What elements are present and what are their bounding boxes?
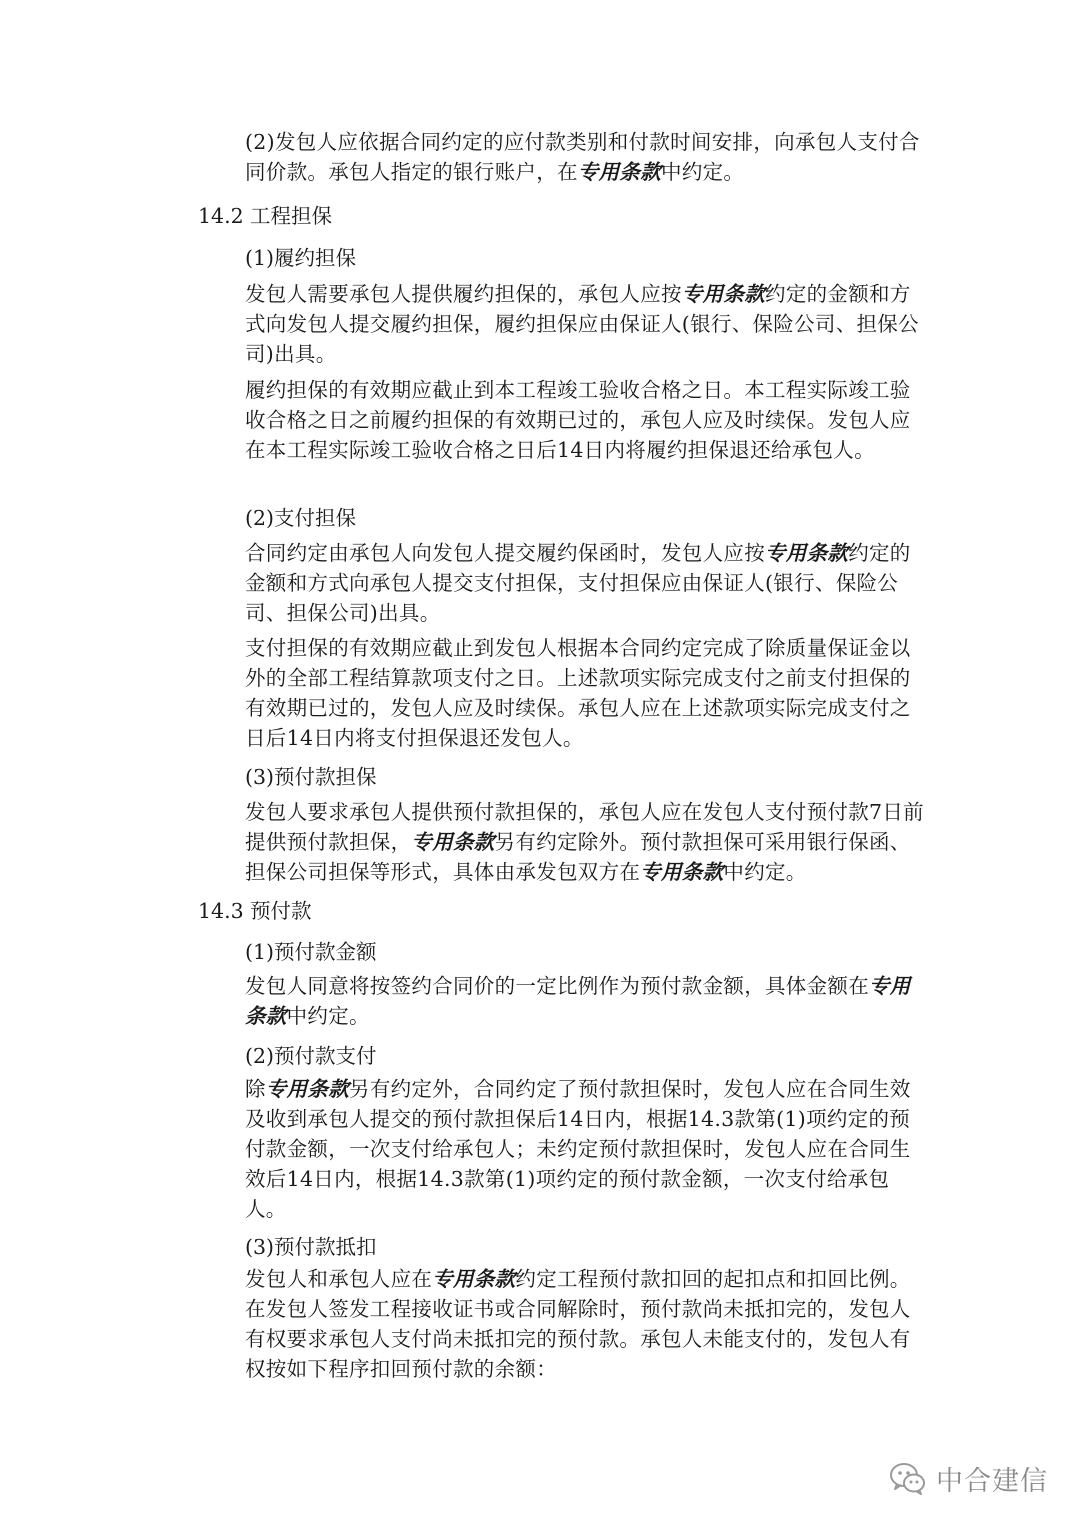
keyword-special-terms: 专用条款 xyxy=(640,860,724,884)
paragraph-14-1-2 xyxy=(245,127,925,187)
paragraph-advance-deduction xyxy=(245,1264,925,1384)
text: 中约定。 xyxy=(661,160,745,184)
paragraph-payment-guarantee-2: 支付担保的有效期应截止到发包人根据本合同约定完成了除质量保证金以外的全部工程结算款项支付之日。上述款项实际完成支付之前支付担保的有效期已过的，发包人应及时续保。承包人应在上述款项实际完成支付之日后14日内将支付担保退还发包人。 xyxy=(245,636,911,750)
paragraph-advance-payment xyxy=(245,1074,925,1224)
paragraph-payment-guarantee-1 xyxy=(245,538,925,628)
keyword-special-terms: 专用条款 xyxy=(265,1077,350,1101)
paragraph-advance-payment-guarantee xyxy=(245,797,925,887)
subheading-performance-guarantee: (1)履约担保 xyxy=(245,246,357,270)
section-heading-14-3 xyxy=(198,896,312,926)
paragraph-advance-amount xyxy=(245,971,925,1031)
keyword-special-terms: 专用条款 xyxy=(245,974,911,1028)
section-number: 14.3 xyxy=(198,899,244,923)
wechat-icon xyxy=(888,1458,928,1498)
keyword-special-terms: 专用条款 xyxy=(577,160,662,184)
keyword-special-terms: 专用条款 xyxy=(411,830,495,854)
keyword-special-terms: 专用条款 xyxy=(765,541,849,565)
section-heading-14-2 xyxy=(198,201,332,231)
text: 合同约定由承包人向发包人提交履约保函时，发包人应按 xyxy=(245,541,765,565)
watermark xyxy=(888,1456,1048,1500)
section-title: 工程担保 xyxy=(250,204,332,228)
text: 中约定。 xyxy=(723,860,807,884)
subheading-payment-guarantee: (2)支付担保 xyxy=(245,506,357,530)
text: 除 xyxy=(245,1077,266,1101)
section-title: 预付款 xyxy=(250,899,312,923)
section-number: 14.2 xyxy=(198,204,244,228)
text: 约定工程预付款扣回的起扣点和扣回比例。在发包人签发工程接收证书或合同解除时，预付款尚未抵扣完的，发包人有权要求承包人支付尚未抵扣完的预付款。承包人未能支付的，发包人有权按如下程序扣回预付款的余额： xyxy=(245,1267,911,1381)
text: 另有约定外，合同约定了预付款担保时，发包人应在合同生效及收到承包人提交的预付款担保后14日内，根据14.3款第(1)项约定的预付款金额，一次支付给承包人；未约定预付款担保时，发包人应在合同生效后14日内，根据14.3款第(1)项约定的预付款金额，一次支付给承包人。 xyxy=(245,1077,911,1221)
paragraph-performance-guarantee-1 xyxy=(245,279,925,369)
subheading-advance-amount: (1)预付款金额 xyxy=(245,940,377,964)
watermark-text: 中合建信 xyxy=(936,1465,1048,1497)
text: 发包人需要承包人提供履约担保的，承包人应按 xyxy=(245,282,682,306)
paragraph-performance-guarantee-2: 履约担保的有效期应截止到本工程竣工验收合格之日。本工程实际竣工验收合格之日之前履约担保的有效期已过的，承包人应及时续保。发包人应在本工程实际竣工验收合格之日后14日内将履约担保退还给承包人。 xyxy=(245,378,911,462)
subheading-advance-payment-guarantee: (3)预付款担保 xyxy=(245,765,377,789)
text: 发包人同意将按签约合同价的一定比例作为预付款金额，具体金额在 xyxy=(245,974,869,998)
keyword-special-terms: 专用条款 xyxy=(432,1267,516,1291)
text: 另有约定除外。预付款担保可采用银行保函、担保公司担保等形式，具体由承发包双方在 xyxy=(245,830,911,884)
subheading-advance-deduction: (3)预付款抵扣 xyxy=(245,1235,377,1259)
text: 发包人和承包人应在 xyxy=(245,1267,433,1291)
text: 约定的金额和方式向承包人提交支付担保，支付担保应由保证人(银行、保险公司、担保公司)出具。 xyxy=(245,541,911,625)
keyword-special-terms: 专用条款 xyxy=(681,282,766,306)
text: 发包人要求承包人提供预付款担保的，承包人应在发包人支付预付款7日前提供预付款担保， xyxy=(245,800,924,854)
text: (2)发包人应依据合同约定的应付款类别和付款时间安排，向承包人支付合同价款。承包人指定的银行账户，在 xyxy=(245,130,920,184)
text: 约定的金额和方式向发包人提交履约担保，履约担保应由保证人(银行、保险公司、担保公司)出具。 xyxy=(245,282,919,366)
subheading-advance-payment: (2)预付款支付 xyxy=(245,1044,377,1068)
text: 中约定。 xyxy=(286,1004,370,1028)
